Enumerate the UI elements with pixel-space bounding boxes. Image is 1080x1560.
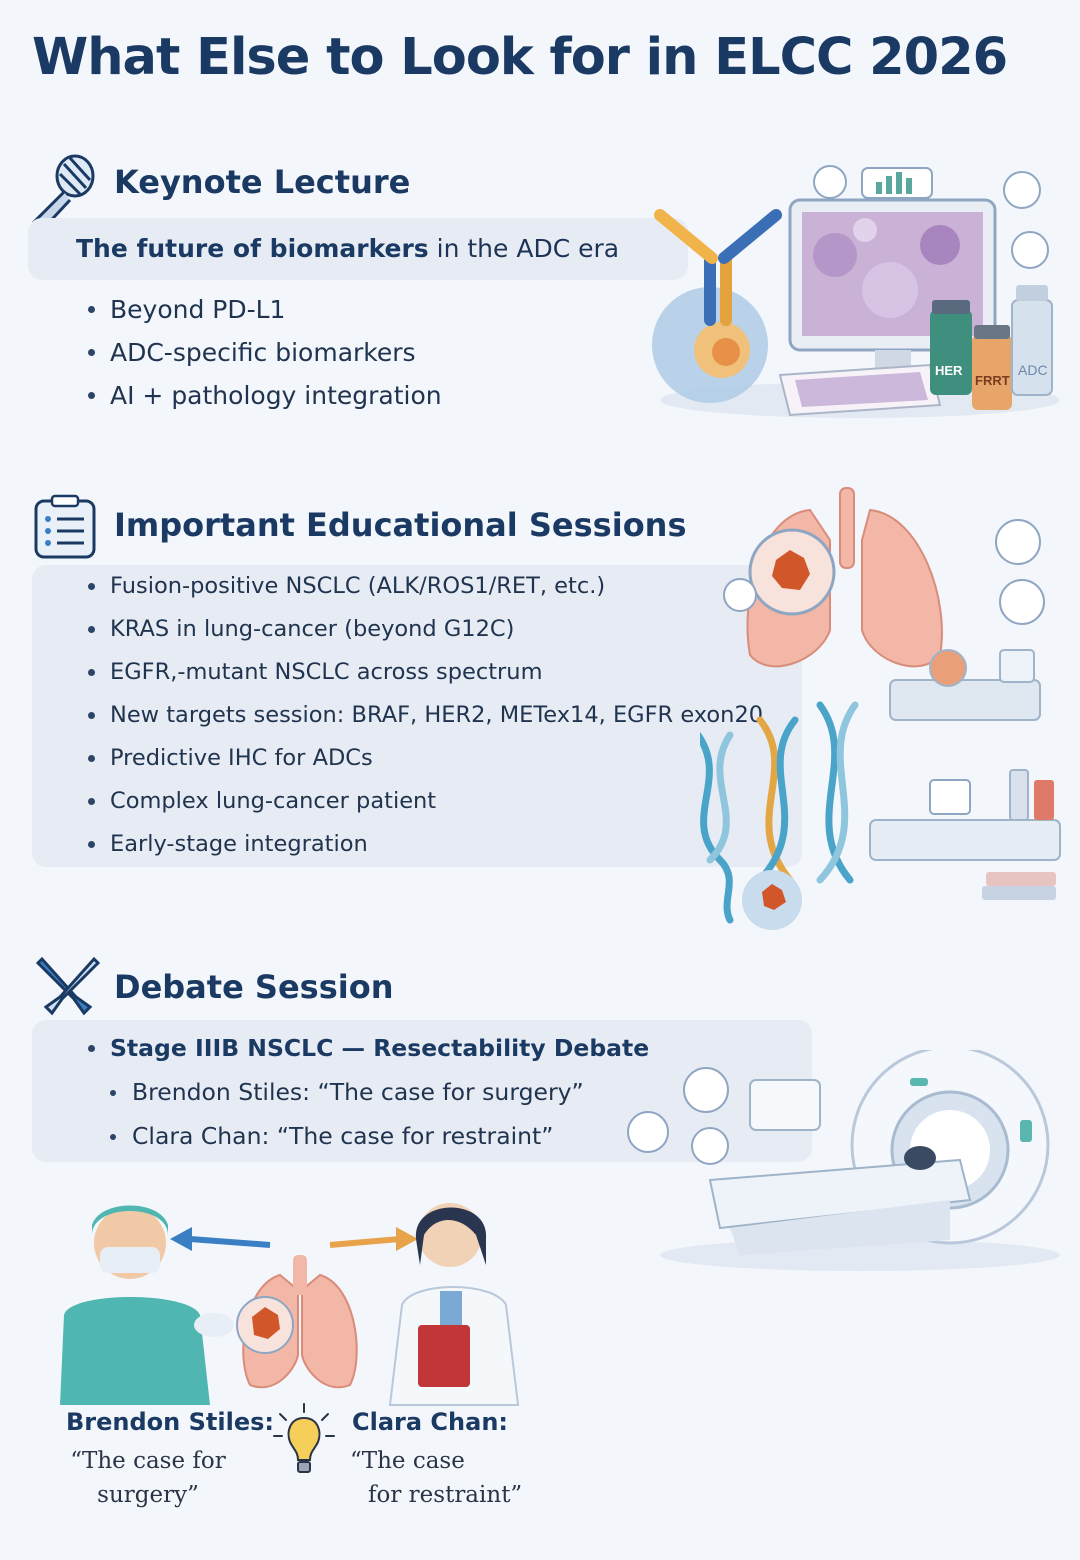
list-item: Predictive IHC for ADCs (86, 737, 763, 780)
page-title: What Else to Look for in ELCC 2026 (32, 28, 1008, 87)
right-speaker-name: Clara Chan: (352, 1408, 508, 1436)
checklist-icon (30, 493, 100, 561)
quote-line: for restraint” (368, 1482, 523, 1508)
debate-bullets (86, 1026, 649, 1158)
crossed-scalpels-icon (32, 955, 104, 1017)
debate-illustration (40, 1195, 540, 1415)
list-item: Brendon Stiles: “The case for surgery” (108, 1070, 649, 1114)
debate-heading: Debate Session (114, 968, 394, 1006)
list-item: ADC-specific biomarkers (86, 331, 442, 374)
list-item: New targets session: BRAF, HER2, METex14, EGFR exon20 (86, 694, 763, 737)
keynote-illustration (630, 160, 1070, 425)
list-item: EGFR,-mutant NSCLC across spectrum (86, 651, 763, 694)
debate-lead: Stage IIIB NSCLC — Resectability Debate (86, 1026, 649, 1070)
quote-line: “The case (350, 1448, 465, 1474)
keynote-subtitle-bold: The future of biomarkers (76, 234, 429, 263)
left-speaker-quote (58, 1444, 238, 1512)
list-item: Fusion-positive NSCLC (ALK/ROS1/RET, etc.) (86, 565, 763, 608)
quote-line: “The case for (70, 1448, 226, 1474)
vial-label-frrt: FRRT (975, 373, 1010, 388)
list-item: Complex lung-cancer patient (86, 780, 763, 823)
vial-label-her: HER (935, 363, 963, 378)
quote-line: surgery” (97, 1482, 199, 1508)
left-speaker-name: Brendon Stiles: (66, 1408, 274, 1436)
list-item: Clara Chan: “The case for restraint” (108, 1114, 649, 1158)
educational-heading: Important Educational Sessions (114, 506, 687, 544)
keynote-heading: Keynote Lecture (114, 163, 411, 201)
educational-illustration (700, 480, 1072, 950)
keynote-subtitle (76, 234, 619, 263)
keynote-bullets (86, 288, 442, 417)
keynote-subtitle-rest: in the ADC era (428, 234, 620, 263)
vial-label-adc: ADC (1018, 362, 1048, 378)
list-item: AI + pathology integration (86, 374, 442, 417)
right-speaker-quote (340, 1444, 530, 1512)
list-item: Beyond PD-L1 (86, 288, 442, 331)
list-item: KRAS in lung-cancer (beyond G12C) (86, 608, 763, 651)
list-item: Early-stage integration (86, 823, 763, 866)
lightbulb-icon (272, 1402, 336, 1480)
educational-bullets (86, 565, 763, 866)
mri-scanner-illustration (620, 1050, 1070, 1280)
